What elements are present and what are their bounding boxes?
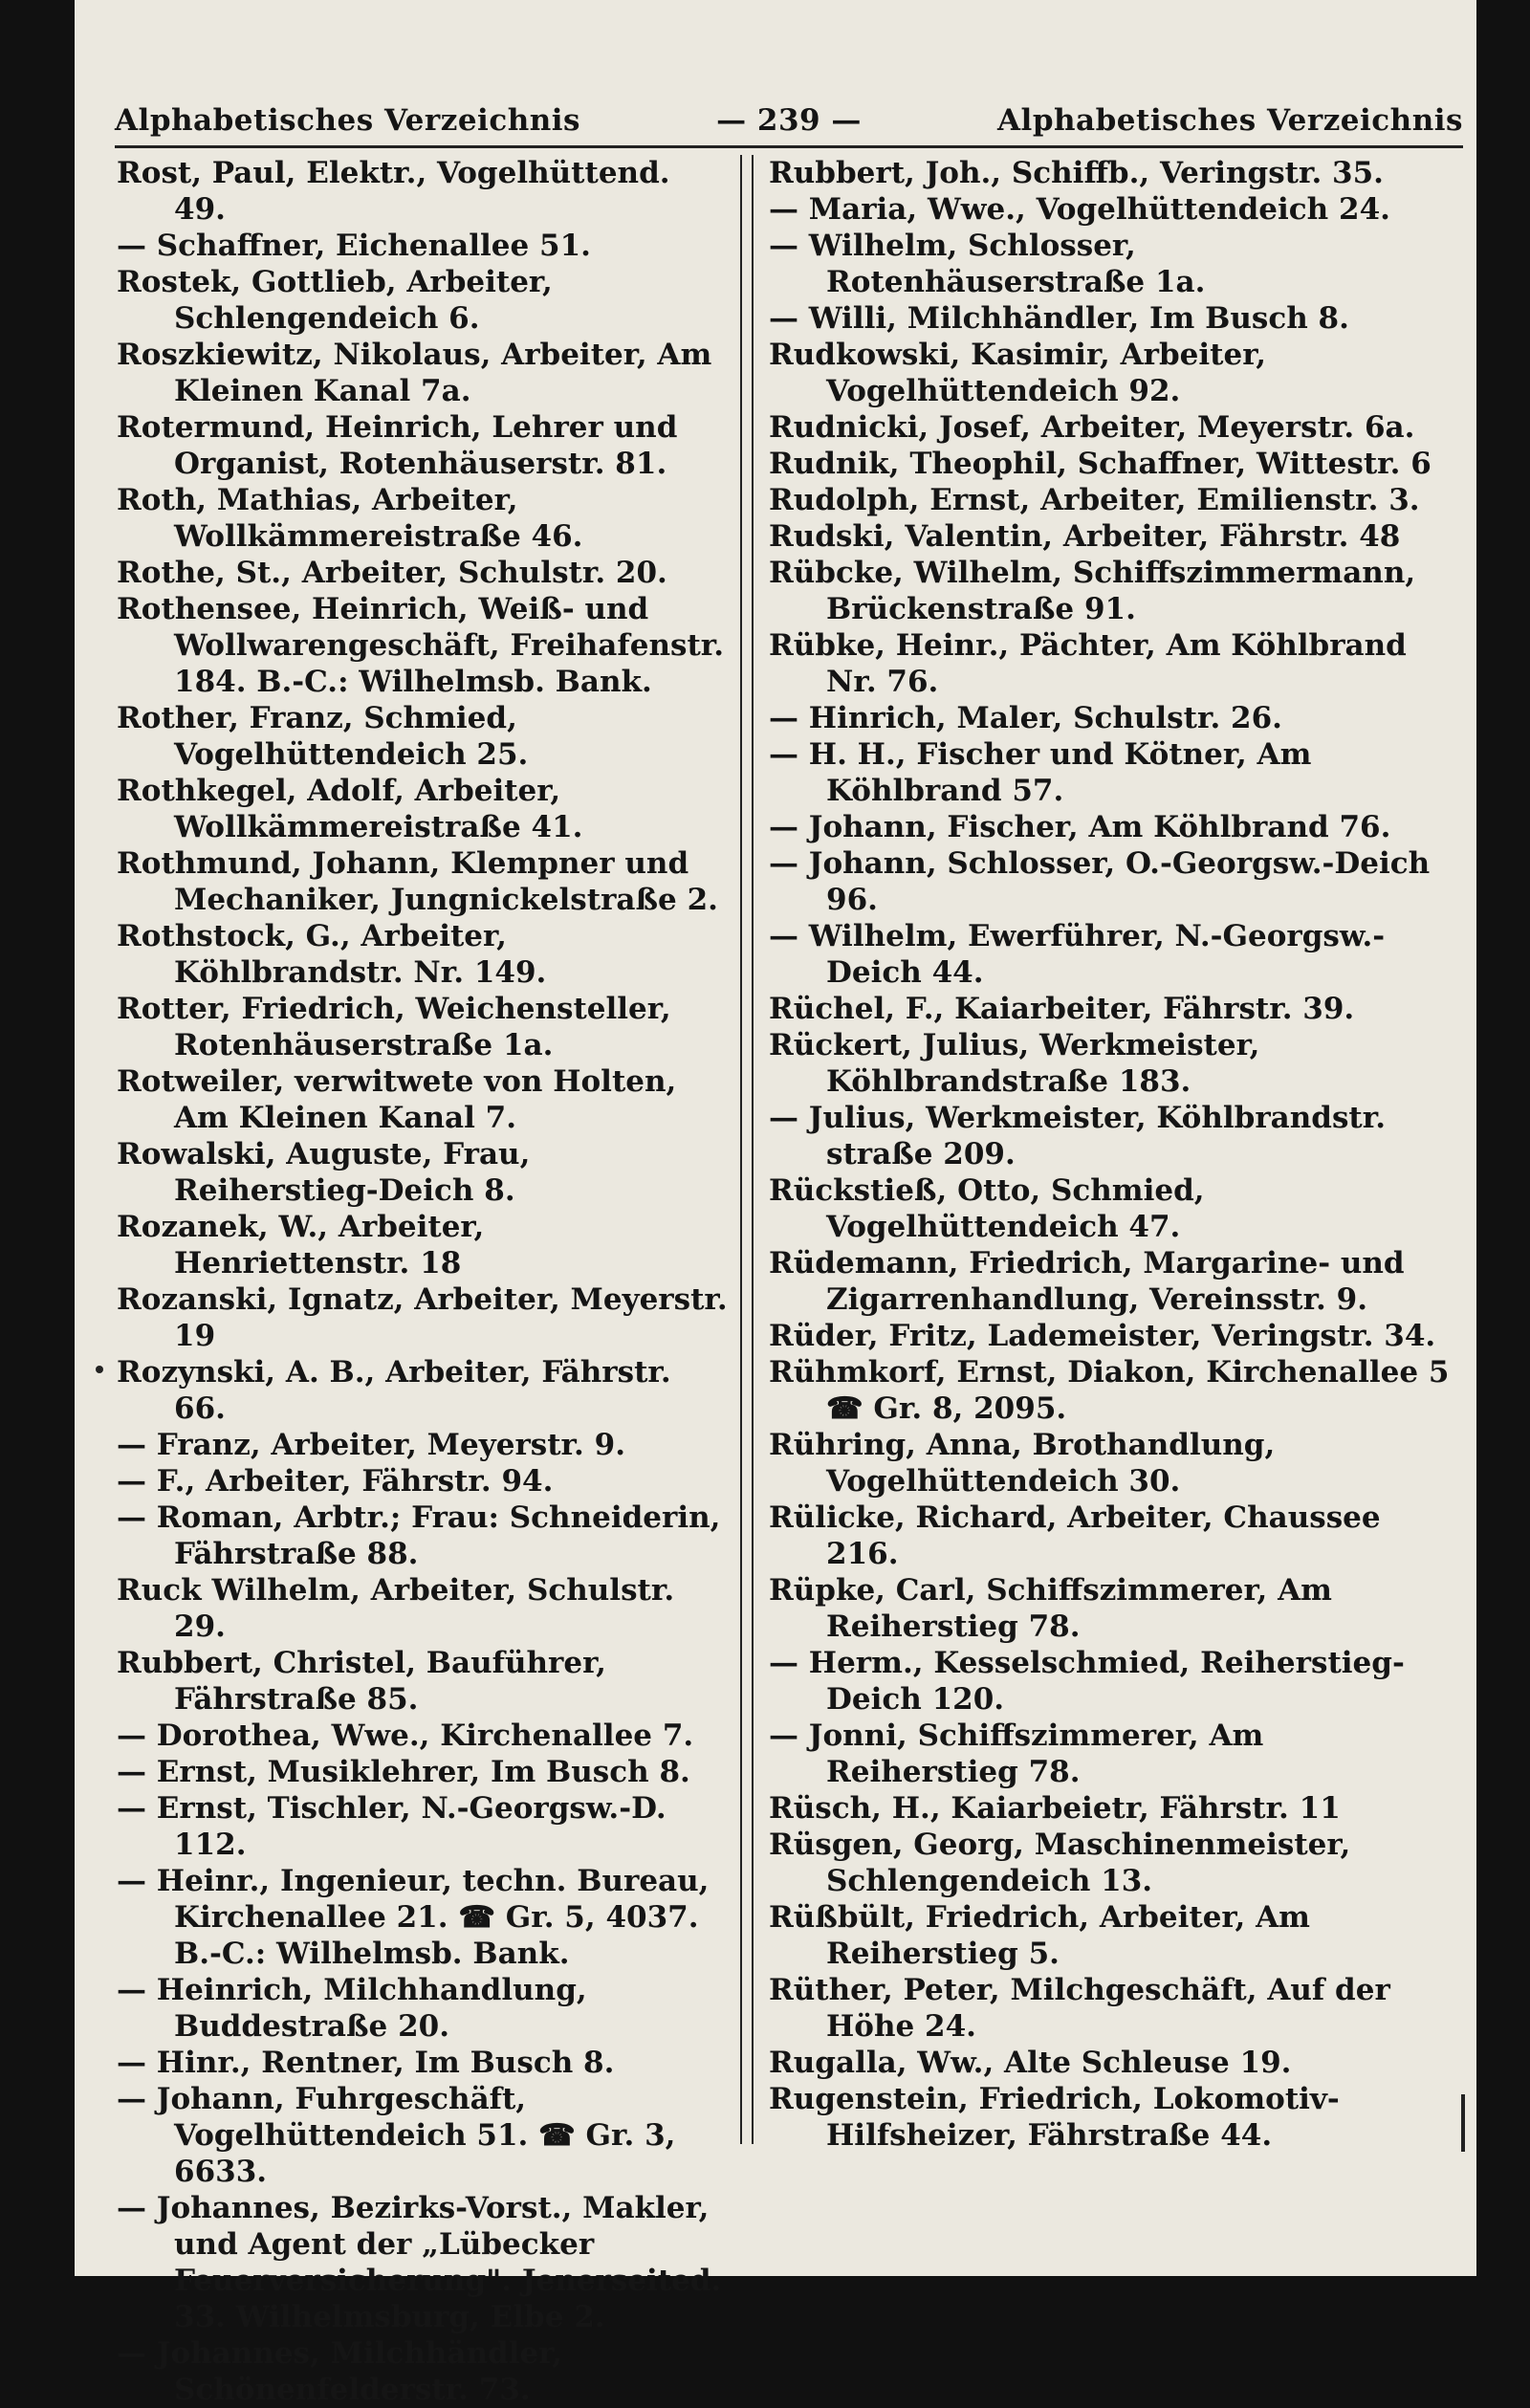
directory-entry: Rothmund, Johann, Klempner und Mechaniker, Jungnickelstraße 2. — [117, 846, 718, 917]
directory-entry: Rudkowski, Kasimir, Arbeiter, Vogelhüttendeich 92. — [769, 338, 1267, 408]
directory-entry: Rühring, Anna, Brothandlung, Vogelhüttendeich 30. — [769, 1428, 1276, 1499]
directory-entry: — F., Arbeiter, Fährstr. 94. — [117, 1464, 554, 1499]
page-number: — 239 — — [716, 103, 862, 138]
directory-entry: Roszkiewitz, Nikolaus, Arbeiter, Am Kleinen Kanal 7a. — [117, 338, 712, 408]
directory-entry: Rübcke, Wilhelm, Schiffszimmermann, Brückenstraße 91. — [769, 556, 1416, 626]
margin-mark — [1461, 2094, 1465, 2152]
directory-entry: Rostek, Gottlieb, Arbeiter, Schlengendeich 6. — [117, 265, 553, 336]
header-rule — [115, 145, 1463, 148]
directory-entry: Rubbert, Christel, Bauführer, Fährstraße 85. — [117, 1646, 606, 1717]
directory-entry: — H. H., Fischer und Kötner, Am Köhlbrand 57. — [769, 737, 1312, 808]
directory-entry: Rühmkorf, Ernst, Diakon, Kirchenallee 5 ☎ Gr. 8, 2095. — [769, 1355, 1450, 1426]
directory-entry: Rozynski, A. B., Arbeiter, Fährstr. 66. — [117, 1355, 671, 1426]
directory-entry: Rudolph, Ernst, Arbeiter, Emilienstr. 3. — [769, 483, 1420, 517]
directory-entry: — Maria, Wwe., Vogelhüttendeich 24. — [769, 192, 1390, 227]
directory-entry: — Willi, Milchhändler, Im Busch 8. — [769, 301, 1349, 336]
directory-entry: Rüder, Fritz, Lademeister, Veringstr. 34. — [769, 1319, 1436, 1353]
directory-entry: Ruck Wilhelm, Arbeiter, Schulstr. 29. — [117, 1573, 675, 1644]
directory-entry: Rother, Franz, Schmied, Vogelhüttendeich 25. — [117, 701, 529, 772]
directory-entry: Rozanski, Ignatz, Arbeiter, Meyerstr. 19 — [117, 1282, 728, 1353]
directory-entry: — Franz, Arbeiter, Meyerstr. 9. — [117, 1428, 625, 1462]
directory-entry: Rülicke, Richard, Arbeiter, Chaussee 216. — [769, 1500, 1381, 1571]
directory-entry: Rüsgen, Georg, Maschinenmeister, Schlengendeich 13. — [769, 1828, 1351, 1898]
directory-page — [75, 0, 1476, 2407]
directory-entry: Rüdemann, Friedrich, Margarine- und Zigarrenhandlung, Vereinsstr. 9. — [769, 1246, 1405, 1317]
header-right-title: Alphabetisches Verzeichnis — [996, 103, 1463, 138]
directory-entry: Rudnik, Theophil, Schaffner, Wittestr. 6 — [769, 447, 1432, 481]
directory-entry: Rüchel, F., Kaiarbeiter, Fährstr. 39. — [769, 992, 1355, 1026]
directory-entry: — Heinrich, Milchhandlung, Buddestraße 20. — [117, 1973, 587, 2044]
directory-entry: — Julius, Werkmeister, Köhlbrandstr. straße 209. — [769, 1101, 1387, 1171]
left-column — [117, 155, 729, 2408]
directory-entry: Rüpke, Carl, Schiffszimmerer, Am Reiherstieg 78. — [769, 1573, 1332, 1644]
directory-entry: — Herm., Kesselschmied, Reiherstieg-Deich 120. — [769, 1646, 1405, 1717]
directory-entry: — Dorothea, Wwe., Kirchenallee 7. — [117, 1718, 694, 1753]
directory-entry: — Roman, Arbtr.; Frau: Schneiderin, Fährstraße 88. — [117, 1500, 721, 1571]
directory-entry: — Schaffner, Eichenallee 51. — [117, 229, 591, 263]
directory-entry: Rudnicki, Josef, Arbeiter, Meyerstr. 6a. — [769, 410, 1415, 445]
directory-entry: Rothensee, Heinrich, Weiß- und Wollwarengeschäft, Freihafenstr. 184. B.-C.: Wilhelmsb. Bank. — [117, 592, 725, 699]
directory-entry: Rubbert, Joh., Schiffb., Veringstr. 35. — [769, 156, 1384, 190]
directory-entry: Rotter, Friedrich, Weichensteller, Rotenhäuserstraße 1a. — [117, 992, 671, 1062]
directory-entry: — Hinrich, Maler, Schulstr. 26. — [769, 701, 1282, 735]
header-left-title: Alphabetisches Verzeichnis — [115, 103, 581, 138]
directory-entry: — Heinr., Ingenieur, techn. Bureau, Kirchenallee 21. ☎ Gr. 5, 4037. B.-C.: Wilhelmsb. Bank. — [117, 1864, 710, 1971]
column-divider — [740, 155, 754, 2144]
directory-entry: — Johann, Fuhrgeschäft, Vogelhüttendeich 51. ☎ Gr. 3, 6633. — [117, 2082, 676, 2189]
directory-entry: Rothe, St., Arbeiter, Schulstr. 20. — [117, 556, 667, 590]
directory-entry: Rüsch, H., Kaiarbeietr, Fährstr. 11 — [769, 1791, 1341, 1826]
directory-entry: Roth, Mathias, Arbeiter, Wollkämmereistraße 46. — [117, 483, 583, 554]
right-column — [769, 155, 1457, 2154]
directory-entry: Rückstieß, Otto, Schmied, Vogelhüttendeich 47. — [769, 1173, 1205, 1244]
directory-entry: Rozanek, W., Arbeiter, Henriettenstr. 18 — [117, 1210, 485, 1281]
directory-entry: Rotweiler, verwitwete von Holten, Am Kleinen Kanal 7. — [117, 1064, 677, 1135]
directory-entry: Rückert, Julius, Werkmeister, Köhlbrandstraße 183. — [769, 1028, 1260, 1099]
directory-entry: — Jonni, Schiffszimmerer, Am Reiherstieg 78. — [769, 1718, 1264, 1789]
directory-entry: — Johannes, Bezirks-Vorst., Makler, und Agent der „Lübecker Feuerversicherung". Jenerseited. 33. Wilhelmsburg, Elbe 2. — [117, 2191, 722, 2334]
directory-entry: — Johann, Fischer, Am Köhlbrand 76. — [769, 810, 1391, 844]
margin-dot — [96, 1366, 103, 1373]
directory-entry: — Wilhelm, Schlosser, Rotenhäuserstraße 1a. — [769, 229, 1206, 299]
directory-entry: — Hinr., Rentner, Im Busch 8. — [117, 2046, 615, 2080]
directory-entry: Rugenstein, Friedrich, Lokomotiv-Hilfsheizer, Fährstraße 44. — [769, 2082, 1340, 2153]
directory-entry: — Ernst, Musiklehrer, Im Busch 8. — [117, 1755, 690, 1789]
directory-entry: Rübke, Heinr., Pächter, Am Köhlbrand Nr. 76. — [769, 628, 1407, 699]
directory-entry: Rotermund, Heinrich, Lehrer und Organist, Rotenhäuserstr. 81. — [117, 410, 678, 481]
directory-entry: Rost, Paul, Elektr., Vogelhüttend. 49. — [117, 156, 670, 227]
directory-entry: Rudski, Valentin, Arbeiter, Fährstr. 48 — [769, 519, 1401, 554]
directory-entry: — Ernst, Tischler, N.-Georgsw.-D. 112. — [117, 1791, 667, 1862]
directory-entry: Rothkegel, Adolf, Arbeiter, Wollkämmereistraße 41. — [117, 774, 583, 844]
directory-entry: Rüßbült, Friedrich, Arbeiter, Am Reiherstieg 5. — [769, 1900, 1310, 1971]
page-header — [115, 96, 1463, 143]
directory-entry: — Johannes, Milchhändler, Schönenfelderstr. 73. — [117, 2336, 563, 2407]
directory-entry: Rothstock, G., Arbeiter, Köhlbrandstr. Nr. 149. — [117, 919, 547, 990]
directory-entry: Rüther, Peter, Milchgeschäft, Auf der Höhe 24. — [769, 1973, 1390, 2044]
directory-entry: — Johann, Schlosser, O.-Georgsw.-Deich 96. — [769, 846, 1431, 917]
directory-entry: — Wilhelm, Ewerführer, N.-Georgsw.-Deich 44. — [769, 919, 1386, 990]
directory-entry: Rowalski, Auguste, Frau, Reiherstieg-Deich 8. — [117, 1137, 531, 1208]
directory-entry: Rugalla, Ww., Alte Schleuse 19. — [769, 2046, 1292, 2080]
